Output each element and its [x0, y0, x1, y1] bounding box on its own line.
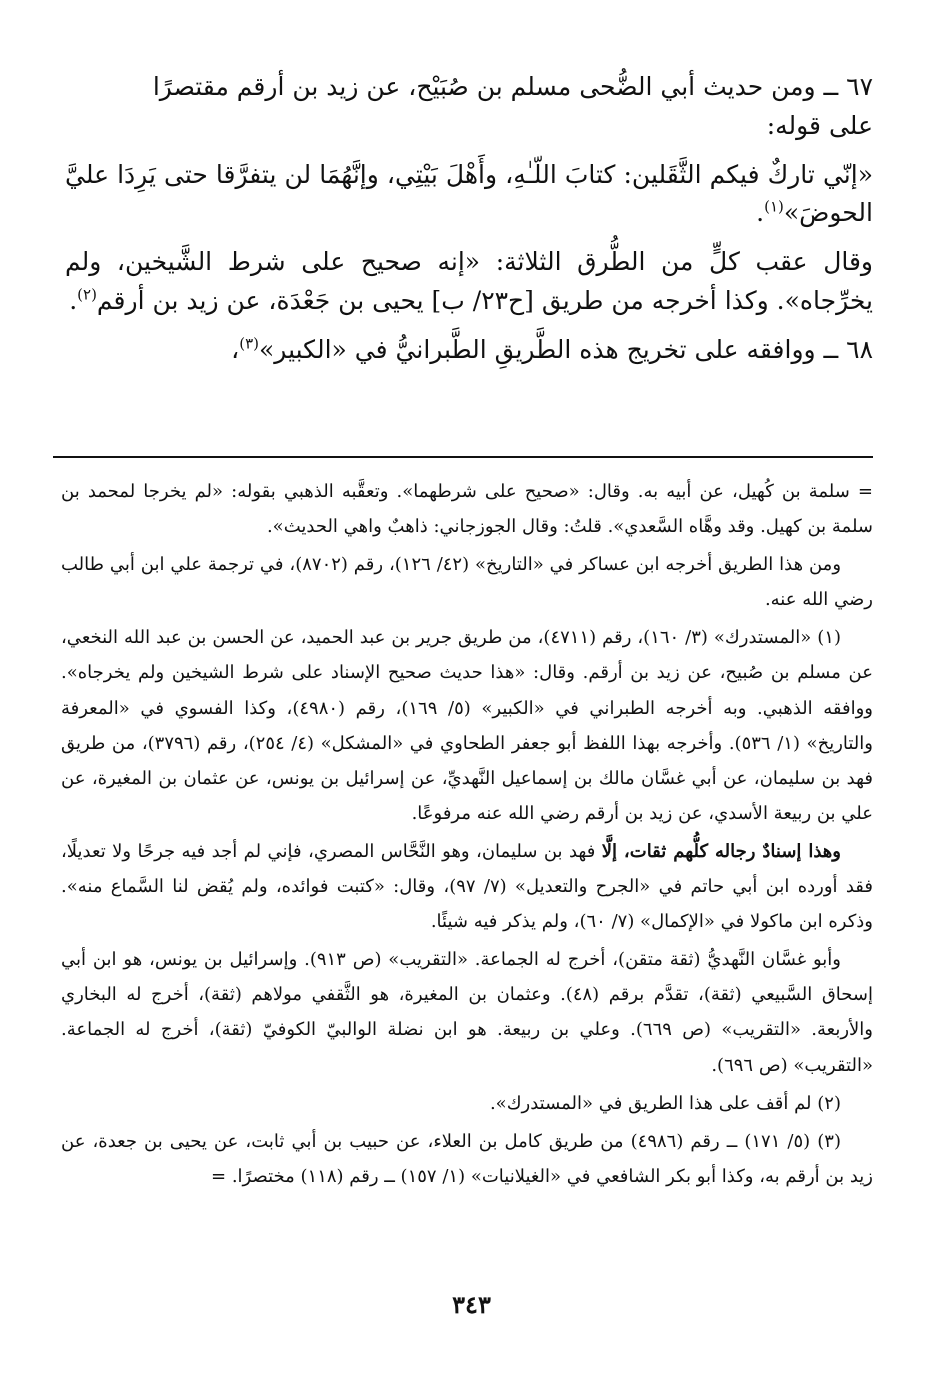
footnote-3-marker: = — [211, 1165, 227, 1187]
footnote-isnad-bold: وهذا إسنادٌ رجاله كلُّهم ثقات، إلَّا — [601, 840, 841, 862]
footnote-3 — [61, 1124, 873, 1194]
paragraph-67 — [65, 68, 873, 146]
footnotes-section — [61, 474, 873, 1197]
footnote-narrators: وأبو غسَّان النَّهديُّ (ثقة متقن)، أخرج له الجماعة. «التقريب» (ص ٩١٣). وإسرائيل بن يونس، هو ابن أبي إسحاق السَّبيعي (ثقة)، تقدَّم برقم (٤٨). وعثمان بن المغيرة، هو الثَّقفي مولاهم (ثقة)، أخرج له البخاري والأربعة. «التقريب» (ص ٦٦٩). وعلي بن ربيعة. هو ابن نضلة الوالبيّ الكوفيّ (ثقة)، أخرج له الجماعة. «التقريب» (ص ٦٩٦). — [61, 949, 873, 1076]
footnote-isnad — [61, 834, 873, 939]
footnote-ref-1[interactable]: (١) — [764, 197, 784, 216]
footnote-ref-3[interactable]: (٣) — [239, 334, 259, 353]
paragraph-68 — [65, 331, 873, 370]
hadith-quote — [65, 156, 873, 234]
ruling-paragraph — [65, 243, 873, 321]
paragraph-67-line-1: ٦٧ ــ ومن حديث أبي الضُّحى مسلم بن صُبَيْح، عن زيد بن أرقم مقتصرًا — [152, 72, 873, 101]
footnote-ibn-asakir: ومن هذا الطريق أخرجه ابن عساكر في «التاريخ» (٤٢/ ١٢٦)، رقم (٨٧٠٢)، في ترجمة علي ابن أبي طالب رضي الله عنه. — [61, 554, 873, 611]
ruling-text: وقال عقب كلٍّ من الطُّرق الثلاثة: «إنه صحيح على شرط الشَّيخين، ولم يخرِّجاه». وكذا أخرجه من طريق [ح٢٣/ ب] يحيى بن جَعْدَة، عن زيد بن أرقم — [65, 247, 873, 315]
paragraph-67-line-2: على قوله: — [766, 110, 873, 140]
paragraph-68-end: ، — [231, 334, 240, 364]
continuation-marker: = — [857, 481, 873, 502]
page-number: ٣٤٣ — [452, 1290, 491, 1319]
footnote-3-text: (٣) (٥/ ١٧١) ــ رقم (٤٩٨٦) من طريق كامل بن العلاء، عن حبيب بن أبي ثابت، عن يحيى بن جعدة، عن زيد بن أرقم به، وكذا أبو بكر الشافعي في «الغيلانيات» (١/ ١٥٧) ــ رقم (١١٨) مختصرًا. — [61, 1130, 873, 1187]
footnote-continuation — [61, 474, 873, 544]
ruling-end: . — [69, 285, 78, 315]
paragraph-68-text: ٦٨ ــ ووافقه على تخريج هذه الطَّريقِ الطَّبرانيُّ في «الكبير» — [259, 334, 873, 364]
hadith-quote-text: «إنّي تاركٌ فيكم الثَّقَلين: كتابَ اللّـٰهِ، وأَهْلَ بَيْتِي، وإنَّهُمَا لن يتفرَّقا حتى يَرِدَا عليَّ الحوضَ» — [65, 159, 873, 228]
footnote-isnad-rest: فهد بن سليمان، وهو النَّحَّاس المصري، فإني لم أجد فيه جرحًا ولا تعديلًا، فقد أورده ابن أبي حاتم في «الجرح والتعديل» (٧/ ٩٧)، وقال: «كتبت فوائده، ولم يُقض لنا السَّماع منه». وذكره ابن ماكولا في «الإكمال» (٧/ ٦٠)، ولم يذكر فيه شيئًا. — [61, 840, 873, 933]
footnote-ref-2[interactable]: (٢) — [77, 285, 97, 304]
footnote-continuation-text: سلمة بن كُهيل، عن أبيه به. وقال: «صحيح على شرطهما». وتعقَّبه الذهبي بقوله: «لم يخرجا لمحمد بن سلمة بن كهيل. وقد وهَّاه السَّعدي». قلتُ: وقال الجوزجاني: ذاهبٌ واهي الحديث». — [61, 481, 873, 538]
footnote-divider — [53, 456, 873, 458]
footnote-1: (١) «المستدرك» (٣/ ١٦٠)، رقم (٤٧١١)، من طريق جرير بن عبد الحميد، عن الحسن بن عبد الله النخعي، عن مسلم بن صُبيح، عن زيد بن أرقم. وقال: «هذا حديث صحيح الإسناد على شرط الشيخين ولم يخرجاه». ووافقه الذهبي. وبه أخرجه الطبراني في «الكبير» (٥/ ١٦٩)، رقم (٤٩٨٠)، وكذا الفسوي في «المعرفة والتاريخ» (١/ ٥٣٦). وأخرجه بهذا اللفظ أبو جعفر الطحاوي في «المشكل» (٤/ ٢٥٤)، رقم (٣٧٩٦)، من طريق فهد بن سليمان، عن أبي غسَّان مالك بن إسماعيل النَّهديِّ، عن إسرائيل بن يونس، عن عثمان بن المغيرة، عن علي بن ربيعة الأسدي، عن زيد بن أرقم رضي الله عنه مرفوعًا. — [61, 627, 873, 824]
main-text — [65, 68, 873, 379]
hadith-quote-end: . — [756, 198, 765, 228]
footnote-2: (٢) لم أقف على هذا الطريق في «المستدرك». — [489, 1092, 841, 1114]
